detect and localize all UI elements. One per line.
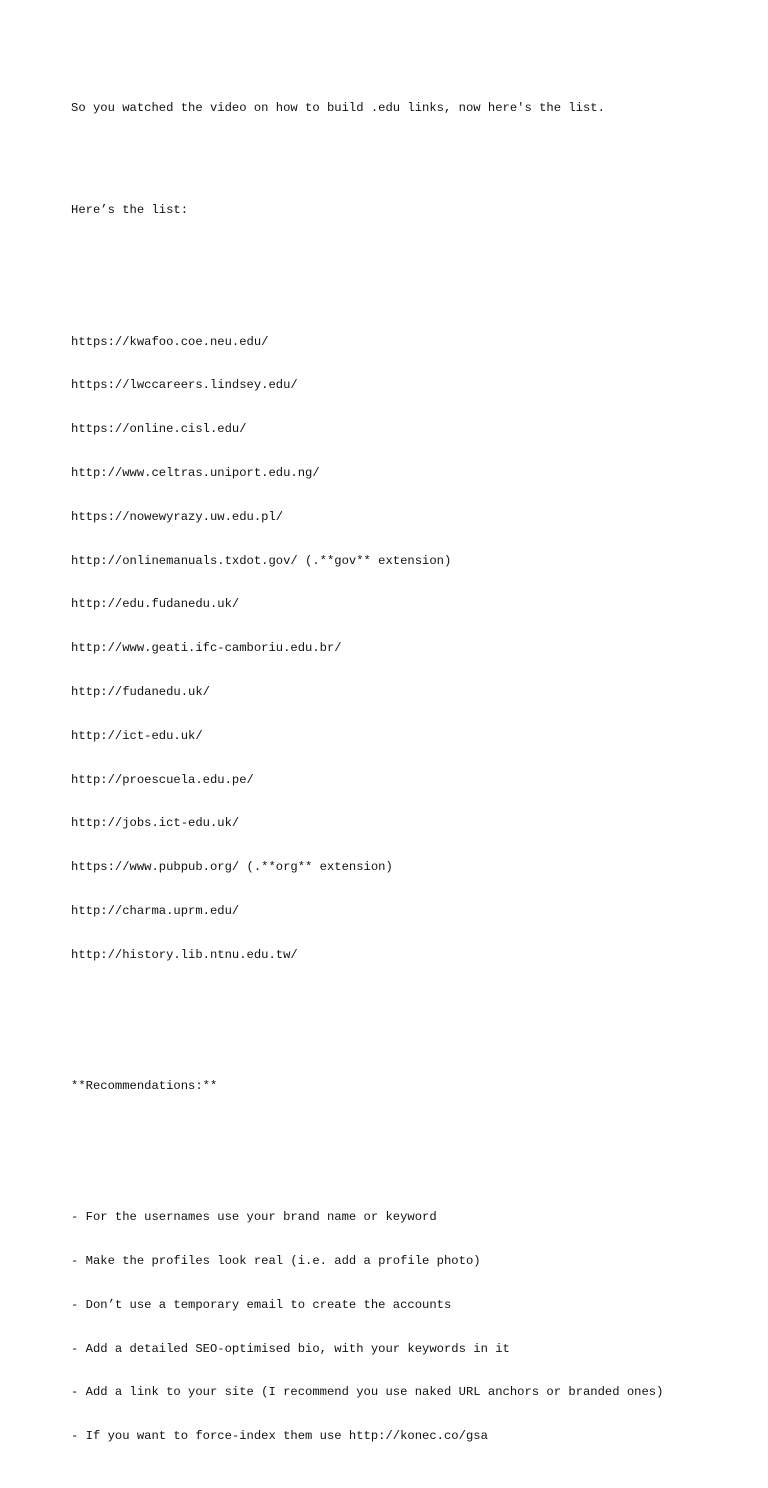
spacer bbox=[71, 1035, 751, 1050]
list-item: https://lwccareers.lindsey.edu/ bbox=[71, 378, 298, 393]
recommendations-list bbox=[71, 1181, 751, 1473]
list-item: https://nowewyrazy.uw.edu.pl/ bbox=[71, 509, 284, 524]
list-item: http://www.celtras.uniport.edu.ng/ bbox=[71, 466, 320, 481]
recommendation-item: - Make the profiles look real (i.e. add a profile photo) bbox=[71, 1254, 481, 1269]
spacer bbox=[71, 1123, 751, 1138]
recommendation-item: - For the usernames use your brand name or keyword bbox=[71, 1210, 437, 1225]
list-heading: Here’s the list: bbox=[71, 203, 189, 218]
list-item: http://fudanedu.uk/ bbox=[71, 684, 210, 699]
list-item: https://www.pubpub.org/ (.**org** extension) bbox=[71, 860, 393, 875]
list-item: http://www.geati.ifc-camboriu.edu.br/ bbox=[71, 641, 342, 656]
recommendation-item: - Don’t use a temporary email to create the accounts bbox=[71, 1297, 452, 1312]
list-item: https://kwafoo.coe.neu.edu/ bbox=[71, 334, 269, 349]
recommendation-item: - Add a detailed SEO-optimised bio, with your keywords in it bbox=[71, 1341, 510, 1356]
list-item: http://history.lib.ntnu.edu.tw/ bbox=[71, 947, 298, 962]
document-page bbox=[71, 72, 751, 1488]
list-item: http://charma.uprm.edu/ bbox=[71, 903, 240, 918]
link-list bbox=[71, 306, 751, 992]
list-item: http://proescuela.edu.pe/ bbox=[71, 772, 254, 787]
list-item: http://jobs.ict-edu.uk/ bbox=[71, 816, 240, 831]
list-item: http://onlinemanuals.txdot.gov/ (.**gov** extension) bbox=[71, 553, 452, 568]
recommendations-heading: **Recommendations:** bbox=[71, 1078, 218, 1093]
intro-text: So you watched the video on how to build .edu links, now here's the list. bbox=[71, 101, 605, 116]
list-item: http://edu.fudanedu.uk/ bbox=[71, 597, 240, 612]
spacer bbox=[71, 145, 751, 174]
list-item: http://ict-edu.uk/ bbox=[71, 728, 203, 743]
recommendation-item: - If you want to force-index them use http://konec.co/gsa bbox=[71, 1429, 488, 1444]
spacer bbox=[71, 247, 751, 262]
list-item: https://online.cisl.edu/ bbox=[71, 422, 247, 437]
recommendation-item: - Add a link to your site (I recommend you use naked URL anchors or branded ones) bbox=[71, 1385, 664, 1400]
